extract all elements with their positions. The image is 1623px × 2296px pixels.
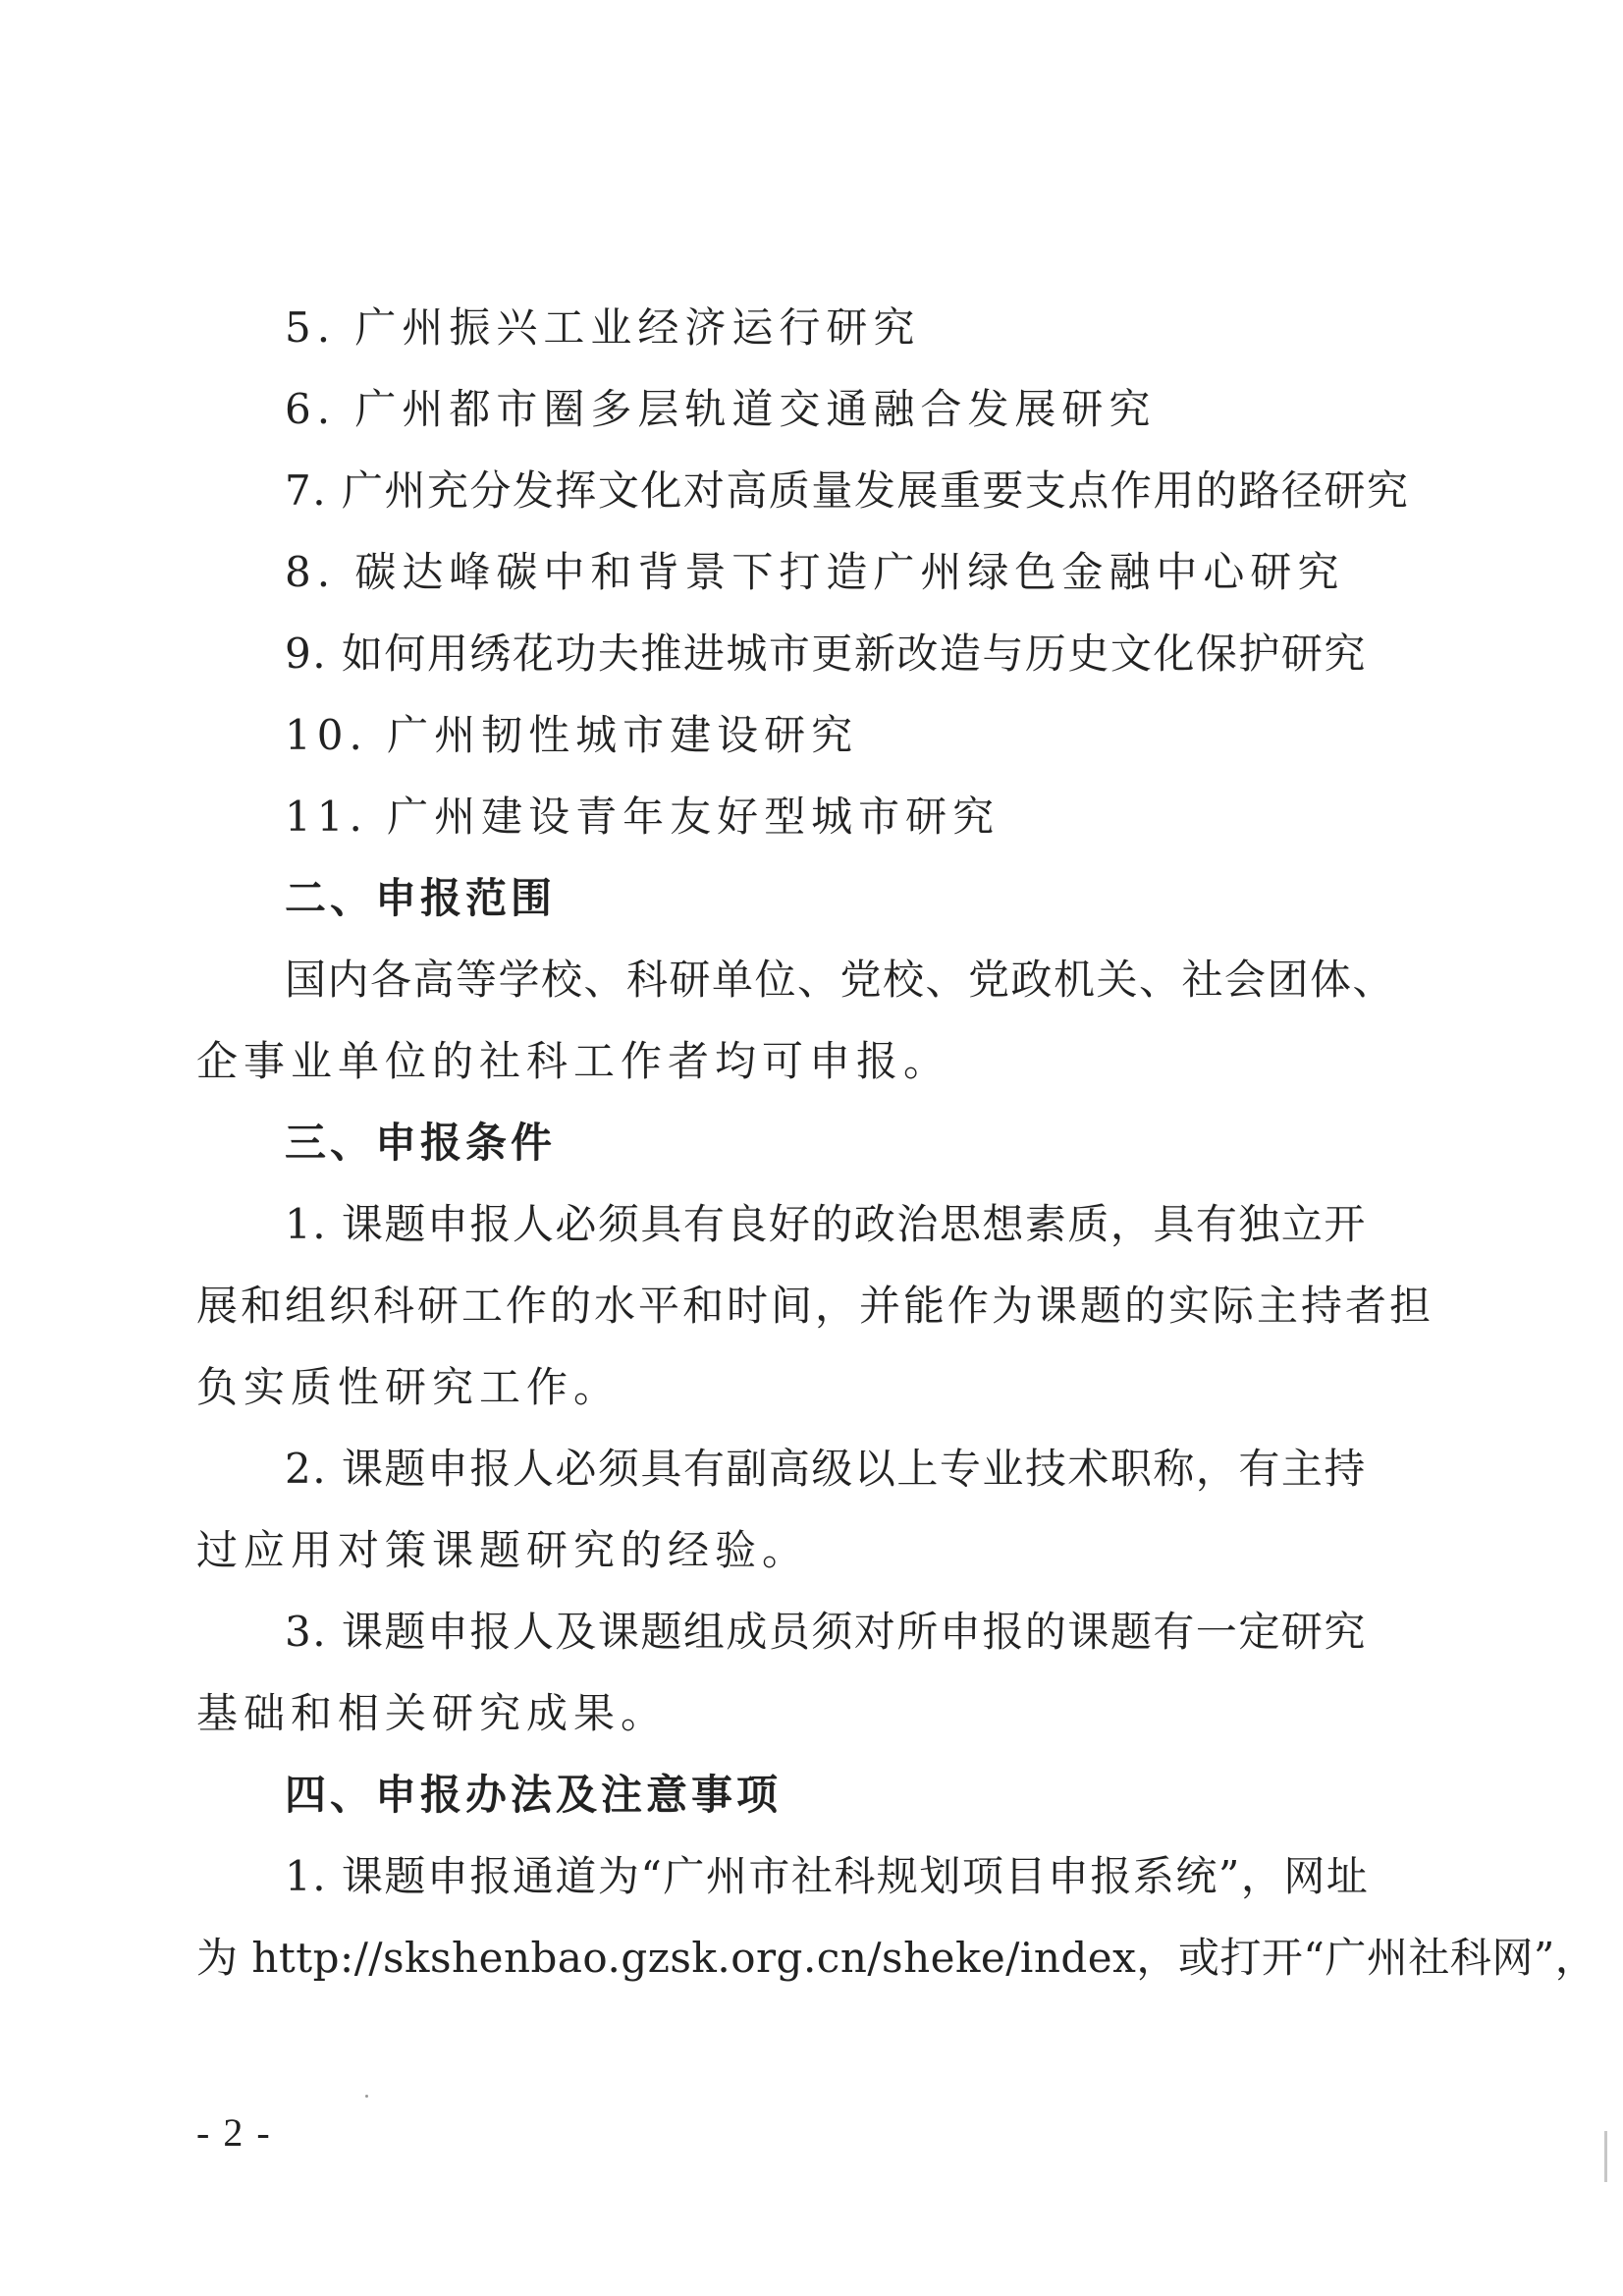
scan-dot	[365, 2095, 368, 2098]
document-body	[196, 287, 1597, 1998]
topic-item-10: 10. 广州韧性城市建设研究	[285, 711, 859, 759]
paragraph-line: 负实质性研究工作。	[196, 1363, 622, 1411]
section-heading-conditions: 三、申报条件	[285, 1119, 557, 1167]
paragraph-line: 过应用对策课题研究的经验。	[196, 1526, 810, 1574]
paragraph-line: 1. 课题申报通道为“广州市社科规划项目申报系统”，网址	[285, 1852, 1370, 1900]
topic-item-5: 5. 广州振兴工业经济运行研究	[285, 303, 921, 352]
topic-item-7: 7. 广州充分发挥文化对高质量发展重要支点作用的路径研究	[285, 466, 1410, 515]
topic-item-6: 6. 广州都市圈多层轨道交通融合发展研究	[285, 385, 1157, 433]
paragraph-line: 基础和相关研究成果。	[196, 1689, 669, 1737]
paragraph-line: 2. 课题申报人必须具有副高级以上专业技术职称，有主持	[285, 1445, 1367, 1493]
scan-edge-mark	[1604, 2131, 1607, 2182]
paragraph-line-url: 为 http://skshenbao.gzsk.org.cn/sheke/index，或打开“广州社科网”，	[196, 1934, 1597, 1982]
paragraph-line: 1. 课题申报人必须具有良好的政治思想素质，具有独立开	[285, 1200, 1367, 1248]
paragraph-line: 国内各高等学校、科研单位、党校、党政机关、社会团体、	[285, 956, 1396, 1004]
section-heading-method: 四、申报办法及注意事项	[285, 1771, 783, 1819]
topic-item-9: 9. 如何用绣花功夫推进城市更新改造与历史文化保护研究	[285, 629, 1367, 678]
paragraph-line: 展和组织科研工作的水平和时间，并能作为课题的实际主持者担	[196, 1282, 1434, 1330]
paragraph-line: 企事业单位的社科工作者均可申报。	[196, 1037, 951, 1085]
section-heading-scope: 二、申报范围	[285, 874, 557, 922]
topic-item-11: 11. 广州建设青年友好型城市研究	[285, 793, 1001, 841]
topic-item-8: 8. 碳达峰碳中和背景下打造广州绿色金融中心研究	[285, 548, 1345, 596]
page-number: - 2 -	[196, 2110, 272, 2155]
paragraph-line: 3. 课题申报人及课题组成员须对所申报的课题有一定研究	[285, 1608, 1367, 1656]
